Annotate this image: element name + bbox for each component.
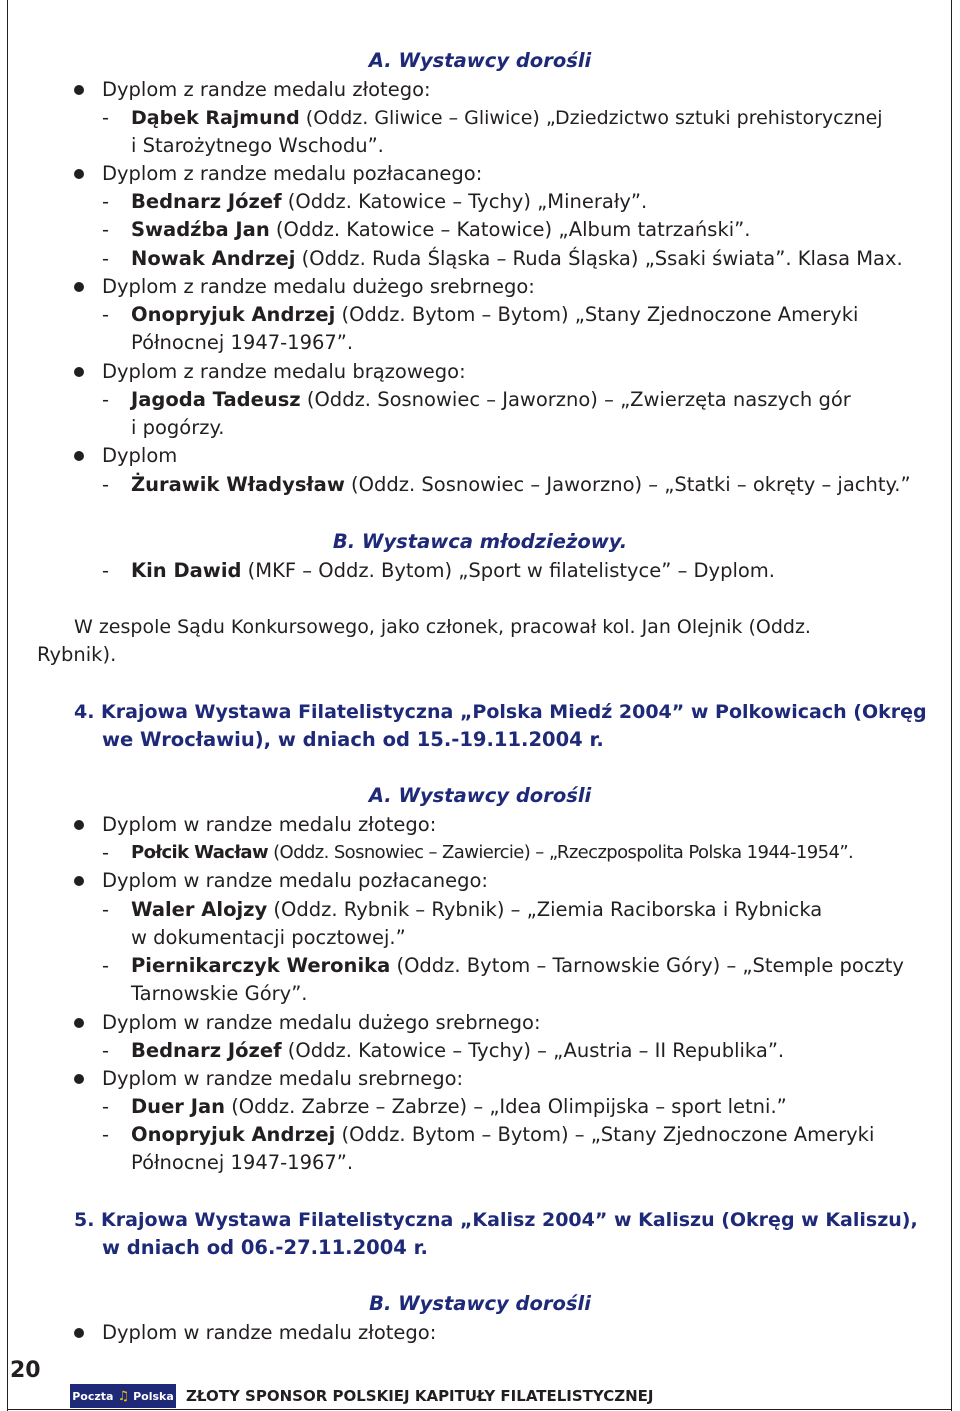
award-entry: Piernikarczyk Weronika (Oddz. Bytom – Tarnowskie Góry) – „Stemple poczty bbox=[131, 954, 904, 977]
award-entry: Waler Alojzy (Oddz. Rybnik – Rybnik) – „Ziemia Raciborska i Rybnicka bbox=[131, 898, 823, 921]
page-number: 20 bbox=[10, 1358, 41, 1383]
sponsor-line: ZŁOTY SPONSOR POLSKIEJ KAPITUŁY FILATELISTYCZNEJ bbox=[186, 1387, 654, 1405]
award-entry: Żurawik Władysław (Oddz. Sosnowiec – Jaworzno) – „Statki – okręty – jachty.” bbox=[131, 473, 911, 496]
award-entry: Połcik Wacław (Oddz. Sosnowiec – Zawiercie) – „Rzeczpospolita Polska 1944-1954”. bbox=[131, 842, 854, 863]
award-entry: Onopryjuk Andrzej (Oddz. Bytom – Bytom) – „Stany Zjednoczone Ameryki bbox=[131, 1123, 875, 1146]
section-heading-adults: A. Wystawcy dorośli bbox=[368, 784, 592, 807]
award-category: Dyplom bbox=[102, 444, 178, 467]
section-heading-youth: B. Wystawca młodzieżowy. bbox=[332, 530, 628, 553]
dash-icon: - bbox=[102, 190, 110, 213]
award-entry: Nowak Andrzej (Oddz. Ruda Śląska – Ruda Śląska) „Ssaki świata”. Klasa Max. bbox=[131, 247, 903, 270]
award-category: Dyplom z randze medalu brązowego: bbox=[102, 360, 466, 383]
award-entry-continuation: Północnej 1947-1967”. bbox=[131, 1151, 354, 1174]
dash-icon: - bbox=[102, 1123, 110, 1146]
award-entry: Onopryjuk Andrzej (Oddz. Bytom – Bytom) „Stany Zjednoczone Ameryki bbox=[131, 303, 859, 326]
logo-text-left: Poczta bbox=[72, 1389, 114, 1403]
frame-right-line bbox=[951, 0, 952, 1411]
bullet-icon bbox=[74, 820, 84, 830]
award-category: Dyplom w randze medalu pozłacanego: bbox=[102, 869, 488, 892]
award-category: Dyplom w randze medalu złotego: bbox=[102, 813, 437, 836]
exhibition-title: 5. Krajowa Wystawa Filatelistyczna „Kalisz 2004” w Kaliszu (Okręg w Kaliszu), bbox=[74, 1209, 918, 1231]
award-entry: Swadźba Jan (Oddz. Katowice – Katowice) „Album tatrzański”. bbox=[131, 218, 751, 241]
award-entry: Kin Dawid (MKF – Oddz. Bytom) „Sport w filatelistyce” – Dyplom. bbox=[131, 559, 775, 582]
award-category: Dyplom z randze medalu pozłacanego: bbox=[102, 162, 483, 185]
dash-icon: - bbox=[102, 247, 110, 270]
award-entry: Dąbek Rajmund (Oddz. Gliwice – Gliwice) „Dziedzictwo sztuki prehistorycznej bbox=[131, 107, 883, 129]
award-entry-continuation: w dokumentacji pocztowej.” bbox=[131, 926, 406, 949]
bullet-icon bbox=[74, 1074, 84, 1084]
dash-icon: - bbox=[102, 388, 110, 411]
award-entry: Jagoda Tadeusz (Oddz. Sosnowiec – Jaworzno) – „Zwierzęta naszych gór bbox=[131, 388, 851, 411]
frame-bottom-line bbox=[7, 1409, 952, 1410]
post-horn-icon: ♫ bbox=[117, 1388, 130, 1404]
frame-left-line bbox=[7, 0, 8, 1411]
bullet-icon bbox=[74, 876, 84, 886]
dash-icon: - bbox=[102, 954, 110, 977]
section-heading-adults: A. Wystawcy dorośli bbox=[368, 49, 592, 72]
exhibition-title-continuation: we Wrocławiu), w dniach od 15.-19.11.2004 r. bbox=[102, 728, 604, 751]
dash-icon: - bbox=[102, 303, 110, 326]
jury-note: W zespole Sądu Konkursowego, jako członek, pracował kol. Jan Olejnik (Oddz. bbox=[74, 616, 811, 638]
bullet-icon bbox=[74, 1018, 84, 1028]
jury-note-continuation: Rybnik). bbox=[37, 643, 117, 666]
dash-icon: - bbox=[102, 898, 110, 921]
bullet-icon bbox=[74, 367, 84, 377]
award-entry: Bednarz Józef (Oddz. Katowice – Tychy) – „Austria – II Republika”. bbox=[131, 1039, 785, 1062]
dash-icon: - bbox=[102, 473, 110, 496]
bullet-icon bbox=[74, 169, 84, 179]
bullet-icon bbox=[74, 1328, 84, 1338]
exhibition-title-continuation: w dniach od 06.-27.11.2004 r. bbox=[102, 1236, 428, 1259]
poczta-polska-logo bbox=[70, 1384, 176, 1408]
award-entry-continuation: Tarnowskie Góry”. bbox=[131, 982, 308, 1005]
award-category: Dyplom w randze medalu srebrnego: bbox=[102, 1067, 464, 1090]
dash-icon: - bbox=[102, 559, 110, 582]
award-category: Dyplom z randze medalu złotego: bbox=[102, 78, 431, 101]
award-category: Dyplom w randze medalu złotego: bbox=[102, 1321, 437, 1344]
award-entry-continuation: i Starożytnego Wschodu”. bbox=[131, 134, 384, 157]
award-entry: Bednarz Józef (Oddz. Katowice – Tychy) „Minerały”. bbox=[131, 190, 648, 213]
logo-text-right: Polska bbox=[133, 1389, 174, 1403]
bullet-icon bbox=[74, 85, 84, 95]
bullet-icon bbox=[74, 282, 84, 292]
award-entry-continuation: Północnej 1947-1967”. bbox=[131, 331, 354, 354]
bullet-icon bbox=[74, 451, 84, 461]
award-category: Dyplom w randze medalu dużego srebrnego: bbox=[102, 1011, 541, 1034]
award-entry-continuation: i pogórzy. bbox=[131, 416, 225, 439]
dash-icon: - bbox=[102, 841, 110, 864]
dash-icon: - bbox=[102, 1095, 110, 1118]
section-heading-adults: B. Wystawcy dorośli bbox=[369, 1292, 591, 1315]
dash-icon: - bbox=[102, 1039, 110, 1062]
award-entry: Duer Jan (Oddz. Zabrze – Zabrze) – „Idea Olimpijska – sport letni.” bbox=[131, 1095, 787, 1118]
exhibition-title: 4. Krajowa Wystawa Filatelistyczna „Polska Miedź 2004” w Polkowicach (Okręg bbox=[74, 701, 927, 723]
dash-icon: - bbox=[102, 218, 110, 241]
dash-icon: - bbox=[102, 106, 110, 129]
award-category: Dyplom z randze medalu dużego srebrnego: bbox=[102, 275, 535, 298]
